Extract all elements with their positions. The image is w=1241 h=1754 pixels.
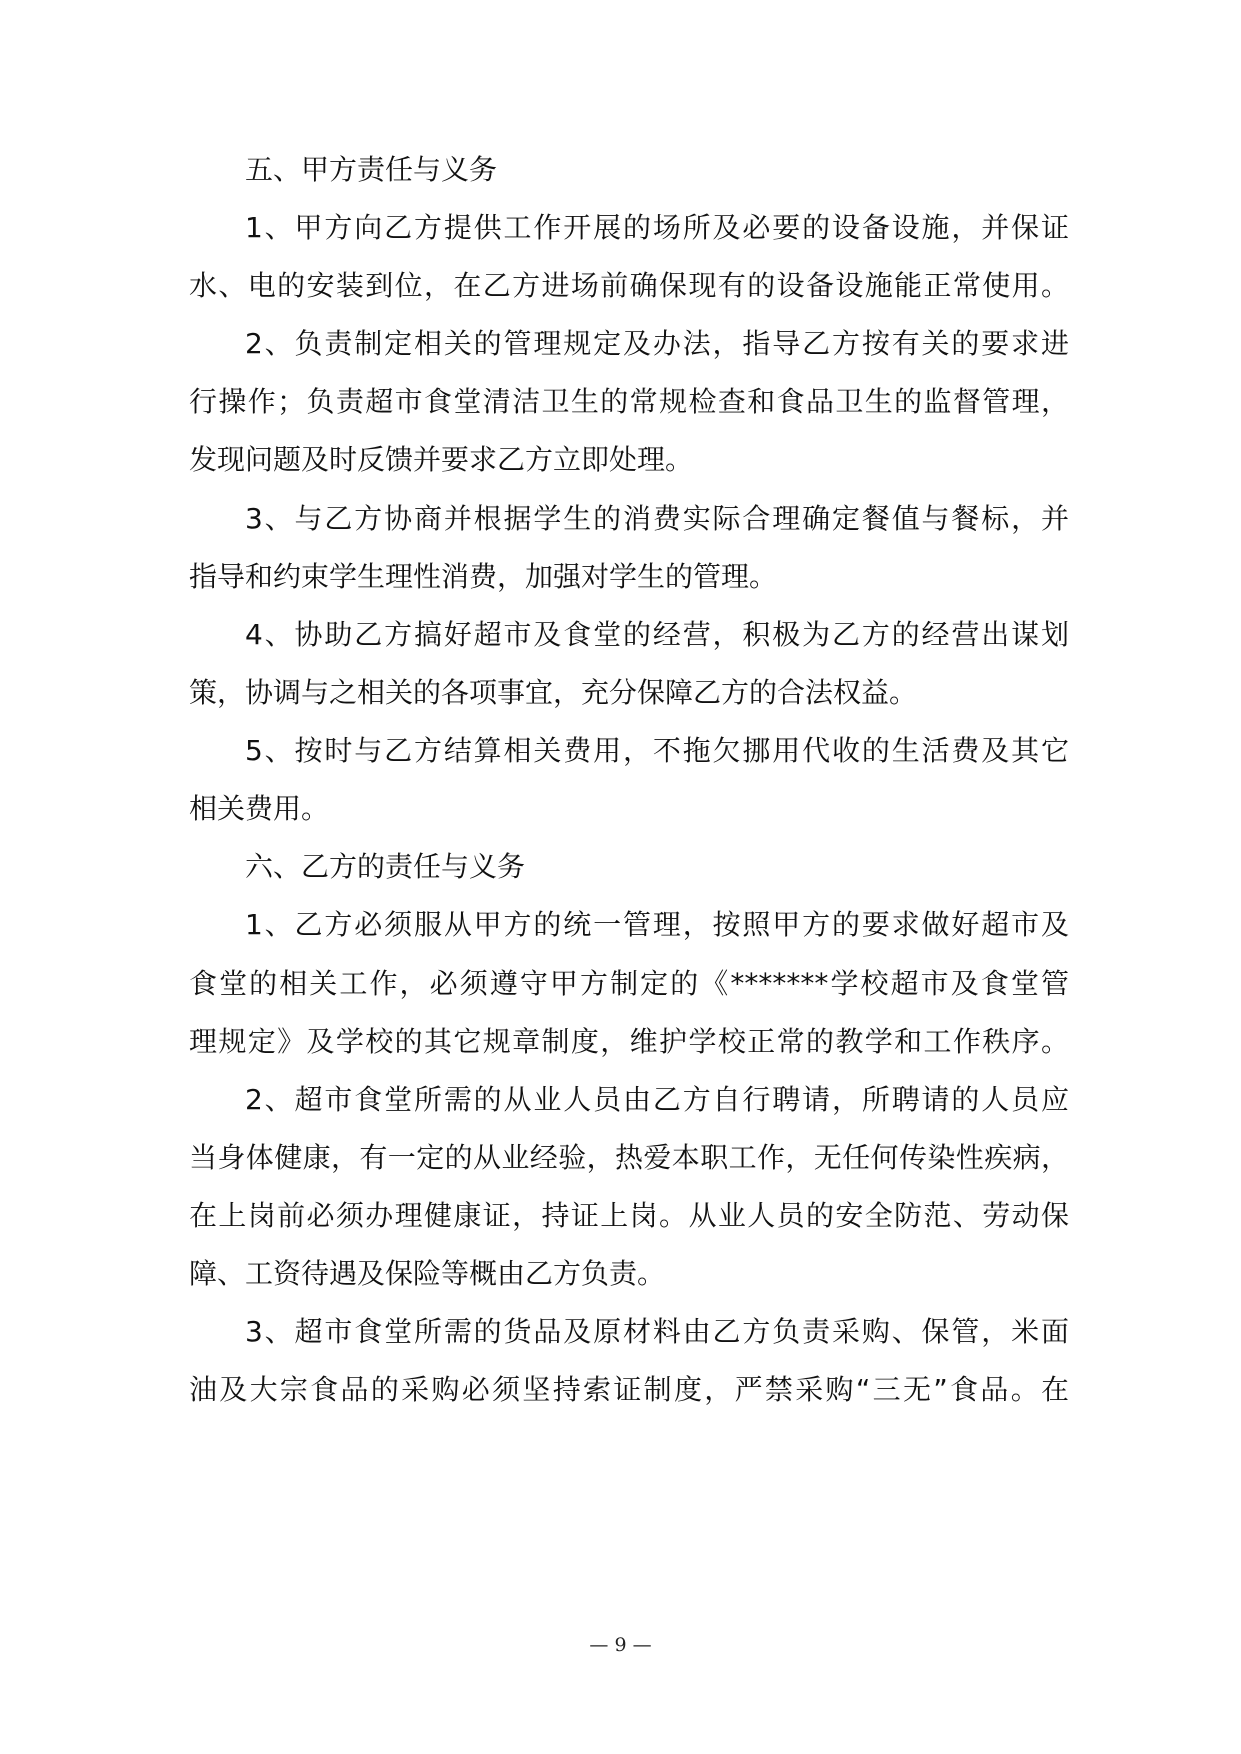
paragraph-line: 5、按时与乙方结算相关费用，不拖欠挪用代收的生活费及其它 [245,734,1069,767]
paragraph-line: 当身体健康，有一定的从业经验，热爱本职工作，无任何传染性疾病， [189,1141,1069,1174]
paragraph-line: 3、超市食堂所需的货品及原材料由乙方负责采购、保管，米面 [245,1315,1069,1348]
page-number: — 9 — [589,1634,652,1656]
paragraph-line: 相关费用。 [189,792,330,825]
section-heading-5: 五、甲方责任与义务 [245,153,498,186]
paragraph-line: 发现问题及时反馈并要求乙方立即处理。 [189,443,694,476]
paragraph-line: 在上岗前必须办理健康证，持证上岗。从业人员的安全防范、劳动保 [189,1199,1069,1232]
paragraph-line: 水、电的安装到位，在乙方进场前确保现有的设备设施能正常使用。 [189,269,1069,302]
paragraph-line: 4、协助乙方搞好超市及食堂的经营，积极为乙方的经营出谋划 [245,618,1069,651]
paragraph-line: 3、与乙方协商并根据学生的消费实际合理确定餐值与餐标，并 [245,502,1069,535]
paragraph-line: 策，协调与之相关的各项事宜，充分保障乙方的合法权益。 [189,676,918,709]
paragraph-line: 1、甲方向乙方提供工作开展的场所及必要的设备设施，并保证 [245,211,1069,244]
paragraph-line: 2、超市食堂所需的从业人员由乙方自行聘请，所聘请的人员应 [245,1083,1069,1116]
paragraph-line: 油及大宗食品的采购必须坚持索证制度，严禁采购“三无”食品。在 [189,1373,1069,1406]
paragraph-line: 1、乙方必须服从甲方的统一管理，按照甲方的要求做好超市及 [245,908,1069,941]
paragraph-line: 指导和约束学生理性消费，加强对学生的管理。 [189,560,778,593]
paragraph-line: 2、负责制定相关的管理规定及办法，指导乙方按有关的要求进 [245,327,1069,360]
paragraph-line: 障、工资待遇及保险等概由乙方负责。 [189,1257,666,1290]
paragraph-line: 理规定》及学校的其它规章制度，维护学校正常的教学和工作秩序。 [189,1025,1069,1058]
section-heading-6: 六、乙方的责任与义务 [245,850,526,883]
paragraph-line: 食堂的相关工作，必须遵守甲方制定的《*******学校超市及食堂管 [189,967,1069,1000]
paragraph-line: 行操作；负责超市食堂清洁卫生的常规检查和食品卫生的监督管理， [189,385,1069,418]
